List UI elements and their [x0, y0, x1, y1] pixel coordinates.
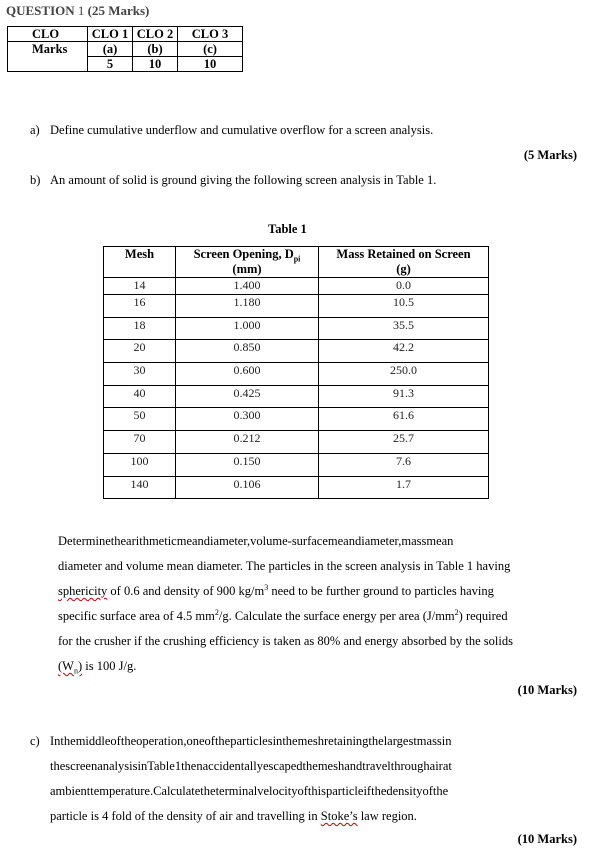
- word: arithmetic: [126, 534, 177, 548]
- question-heading: [6, 3, 149, 19]
- word: in: [137, 759, 148, 773]
- cell-mass: 7.6: [319, 453, 489, 476]
- marks-c-value: 10: [178, 57, 243, 72]
- table-header-row: [104, 247, 489, 278]
- cell-opening: 0.850: [176, 340, 319, 363]
- marks-part-b: (b): [133, 42, 178, 57]
- word: mass: [416, 734, 442, 748]
- word: the: [110, 534, 127, 548]
- question-number: 1: [77, 3, 85, 18]
- part-c-label: c): [30, 734, 40, 748]
- cell-opening: 0.300: [176, 408, 319, 431]
- word: this: [307, 784, 326, 798]
- line-4-text-c: ) required: [458, 609, 508, 623]
- header-opening-label: Screen Opening, D: [193, 247, 294, 261]
- table-row: [104, 295, 489, 318]
- cell-opening: 0.150: [176, 453, 319, 476]
- header-opening-unit: (mm): [232, 262, 262, 276]
- marks-part-c: (c): [178, 42, 243, 57]
- table-row: [104, 385, 489, 408]
- word: the: [432, 784, 449, 798]
- cell-mesh: 18: [104, 317, 176, 340]
- word: mean: [426, 534, 454, 548]
- word: the: [282, 734, 298, 748]
- cell-mass: 35.5: [319, 317, 489, 340]
- word: of: [110, 734, 121, 748]
- marks-label: Marks: [8, 42, 88, 72]
- stokes-word: Stoke’s: [320, 809, 358, 823]
- word: largest: [383, 734, 417, 748]
- header-mesh: [104, 247, 176, 278]
- word: the: [120, 734, 137, 748]
- word: one: [186, 734, 205, 748]
- word: of: [204, 734, 215, 748]
- cell-mass: 61.6: [319, 408, 489, 431]
- table-row: [104, 278, 489, 295]
- word: mass: [401, 534, 427, 548]
- word: of: [297, 784, 308, 798]
- header-mesh-label: Mesh: [124, 247, 155, 261]
- part-c-line-1: [50, 729, 578, 754]
- cell-mesh: 50: [104, 408, 176, 431]
- cell-opening: 0.106: [176, 476, 319, 499]
- question-total-marks: (25 Marks): [87, 3, 150, 18]
- part-a-label: a): [30, 123, 40, 137]
- screen-analysis-table: [103, 246, 489, 499]
- part-a-marks: (5 Marks): [523, 148, 577, 162]
- word: diameter,: [203, 534, 251, 548]
- part-b-line-1: [58, 529, 578, 554]
- word: at: [442, 759, 452, 773]
- word: mean: [176, 534, 204, 548]
- cell-opening: 1.400: [176, 278, 319, 295]
- table-row: [104, 431, 489, 454]
- part-c-line-4-b: law region.: [357, 809, 417, 823]
- cell-mass: 42.2: [319, 340, 489, 363]
- header-mass-label: Mass Retained on Screen: [336, 247, 471, 261]
- word: particle: [325, 784, 364, 798]
- part-b-body: [58, 529, 578, 679]
- cell-mesh: 40: [104, 385, 176, 408]
- line-3-superscript: 3: [264, 582, 269, 592]
- cell-mass: 25.7: [319, 431, 489, 454]
- line-4-superscript-2: 2: [454, 607, 459, 617]
- line-4-text-a: specific surface area of 4.5 mm: [58, 609, 215, 623]
- word: screen: [65, 759, 98, 773]
- word: the: [60, 734, 76, 748]
- table-row: [104, 363, 489, 386]
- line-4-text-b: /g. Calculate the surface energy per area (J/mm: [218, 609, 455, 623]
- header-screen-opening: [176, 247, 319, 278]
- cell-mass: 91.3: [319, 385, 489, 408]
- part-b-line-3: [58, 579, 578, 604]
- word: density: [386, 784, 423, 798]
- table-row: [104, 408, 489, 431]
- line-3-text-a: of 0.6 and density of 900 kg/m: [107, 584, 265, 598]
- word: through: [390, 759, 430, 773]
- clo-row: [8, 27, 243, 42]
- word: retaining: [323, 734, 369, 748]
- energy-symbol-subscript: n: [73, 666, 78, 676]
- word: velocity: [257, 784, 298, 798]
- part-b-line-4: [58, 604, 578, 629]
- part-c-marks: (10 Marks): [517, 832, 577, 846]
- word: in: [441, 734, 452, 748]
- word: travel: [362, 759, 391, 773]
- word: accidentally: [202, 759, 263, 773]
- word: diameter,: [354, 534, 402, 548]
- energy-symbol: [58, 659, 83, 676]
- cell-mass: 0.0: [319, 278, 489, 295]
- cell-mass: 250.0: [319, 363, 489, 386]
- word: the: [200, 784, 216, 798]
- energy-symbol-open: (W: [58, 659, 74, 673]
- cell-mass: 1.7: [319, 476, 489, 499]
- word: and: [344, 759, 363, 773]
- word: analysis: [97, 759, 138, 773]
- part-c-line-4-a: particle is 4 fold of the density of air and travelling in: [50, 809, 321, 823]
- marks-b-value: 10: [133, 57, 178, 72]
- word: of: [422, 784, 433, 798]
- word: temperature.: [90, 784, 154, 798]
- word: volume-surface: [250, 534, 328, 548]
- word: In: [50, 734, 61, 748]
- cell-mesh: 30: [104, 363, 176, 386]
- part-c-body: [50, 729, 578, 829]
- cell-mass: 10.5: [319, 295, 489, 318]
- part-c-line-3: [50, 779, 578, 804]
- part-b-marks: (10 Marks): [517, 683, 577, 697]
- header-mass-unit: (g): [396, 262, 411, 276]
- word: middle: [75, 734, 111, 748]
- table-row: [104, 340, 489, 363]
- word: operation,: [136, 734, 187, 748]
- clo-1: CLO 1: [88, 27, 133, 42]
- question-word: QUESTION: [6, 3, 75, 18]
- marks-part-a: (a): [88, 42, 133, 57]
- word: Calculate: [153, 784, 201, 798]
- word: mesh: [317, 759, 345, 773]
- clo-3: CLO 3: [178, 27, 243, 42]
- word: Determine: [58, 534, 111, 548]
- cell-mesh: 20: [104, 340, 176, 363]
- word: the: [368, 734, 384, 748]
- table-row: [104, 453, 489, 476]
- sphericity-word: sphericity: [58, 584, 108, 598]
- line-3-text-b: need to be further ground to particles having: [268, 584, 494, 598]
- part-a-text: Define cumulative underflow and cumulative overflow for a screen analysis.: [50, 123, 434, 137]
- word: mesh: [297, 734, 324, 748]
- word: if: [363, 784, 372, 798]
- cell-opening: 0.212: [176, 431, 319, 454]
- marks-a-value: 5: [88, 57, 133, 72]
- table-1-caption: Table 1: [268, 222, 307, 236]
- clo-label: CLO: [8, 27, 88, 42]
- table-row: [104, 317, 489, 340]
- cell-opening: 0.425: [176, 385, 319, 408]
- header-mass-retained: [319, 247, 489, 278]
- cell-mesh: 14: [104, 278, 176, 295]
- cell-mesh: 16: [104, 295, 176, 318]
- part-b-line-5: for the crusher if the crushing efficiency is taken as 80% and energy absorbed by the solids: [58, 634, 513, 648]
- marks-row: [8, 42, 243, 57]
- word: Table: [147, 759, 175, 773]
- line-6-rest: is 100 J/g.: [82, 659, 137, 673]
- word: the: [302, 759, 318, 773]
- word: the: [371, 784, 387, 798]
- word: the: [50, 759, 66, 773]
- word: terminal: [215, 784, 258, 798]
- part-b-line-2: diameter and volume mean diameter. The particles in the screen analysis in Table 1 having: [58, 559, 511, 573]
- part-c-line-2: [50, 754, 578, 779]
- word: air: [429, 759, 443, 773]
- word: mean: [327, 534, 355, 548]
- word: in: [272, 734, 283, 748]
- part-b-text: An amount of solid is ground giving the following screen analysis in Table 1.: [50, 173, 437, 187]
- word: ambient: [50, 784, 91, 798]
- word: the: [214, 734, 231, 748]
- line-4-superscript-1: 2: [214, 607, 219, 617]
- cell-opening: 1.000: [176, 317, 319, 340]
- cell-mesh: 100: [104, 453, 176, 476]
- part-b-line-6: [58, 654, 578, 679]
- table-row: [104, 476, 489, 499]
- cell-opening: 1.180: [176, 295, 319, 318]
- word: 1: [174, 759, 182, 773]
- cell-mesh: 70: [104, 431, 176, 454]
- header-opening-subscript: pi: [293, 254, 301, 264]
- part-c-line-4: [50, 804, 578, 829]
- word: then: [181, 759, 203, 773]
- word: escaped: [262, 759, 303, 773]
- clo-2: CLO 2: [133, 27, 178, 42]
- cell-opening: 0.600: [176, 363, 319, 386]
- part-b-label: b): [30, 173, 41, 187]
- word: particles: [230, 734, 273, 748]
- clo-table: [7, 26, 243, 72]
- cell-mesh: 140: [104, 476, 176, 499]
- energy-symbol-close: ): [77, 659, 83, 673]
